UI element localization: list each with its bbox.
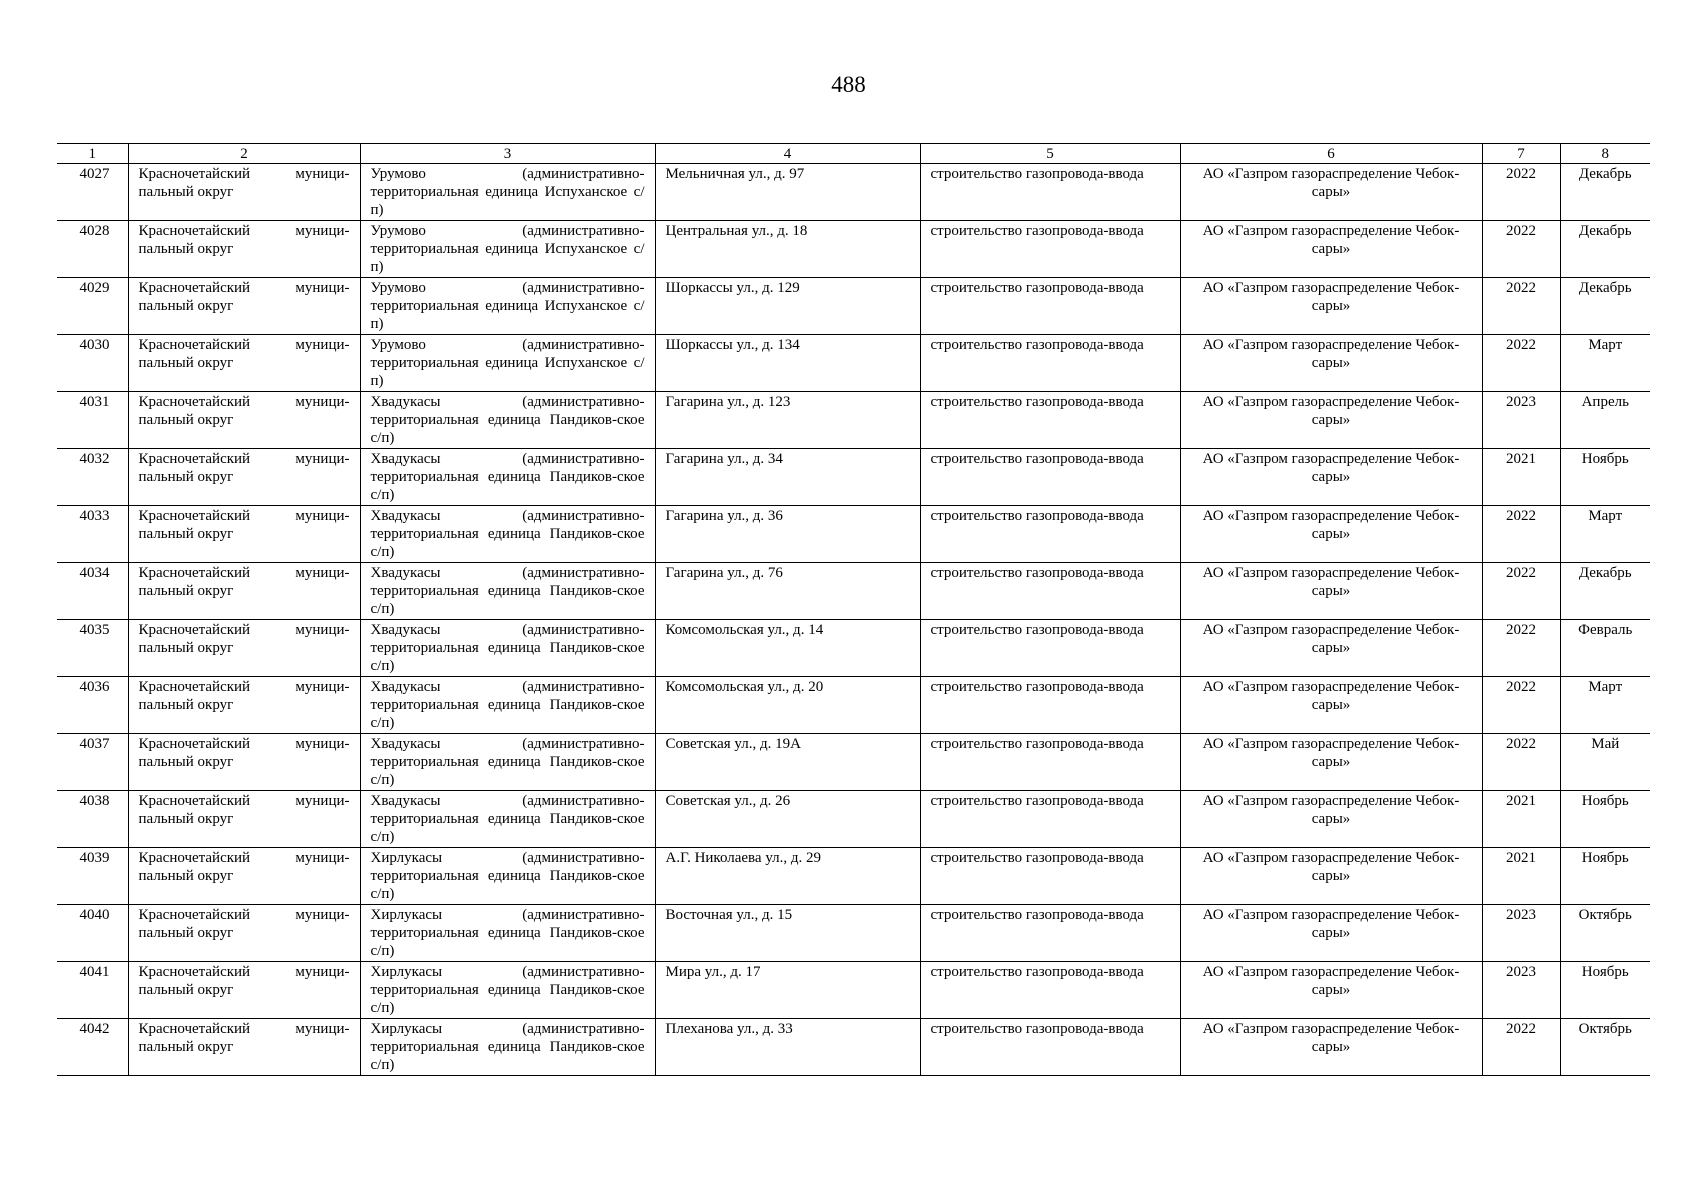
year-cell: 2022	[1482, 164, 1560, 221]
district-cell: Красночетайский муници-пальный округ	[128, 620, 360, 677]
district-cell: Красночетайский муници-пальный округ	[128, 278, 360, 335]
organization-cell: АО «Газпром газораспределение Чебок-сары»	[1180, 278, 1482, 335]
year-cell: 2022	[1482, 278, 1560, 335]
year-cell: 2023	[1482, 962, 1560, 1019]
district-cell: Красночетайский муници-пальный округ	[128, 848, 360, 905]
month-cell: Март	[1560, 335, 1650, 392]
organization-cell: АО «Газпром газораспределение Чебок-сары»	[1180, 449, 1482, 506]
row-number-cell: 4036	[57, 677, 128, 734]
locality-cell: Хирлукасы (административно-территориальная единица Пандиков-ское с/п)	[360, 848, 655, 905]
column-header-7: 7	[1482, 144, 1560, 164]
address-cell: Шоркассы ул., д. 129	[655, 278, 920, 335]
table-row	[57, 791, 1650, 848]
locality-cell: Хвадукасы (административно-территориальная единица Пандиков-ское с/п)	[360, 563, 655, 620]
work-type-cell: строительство газопровода-ввода	[920, 335, 1180, 392]
organization-cell: АО «Газпром газораспределение Чебок-сары»	[1180, 335, 1482, 392]
page-number: 488	[831, 72, 866, 97]
address-cell: А.Г. Николаева ул., д. 29	[655, 848, 920, 905]
district-cell: Красночетайский муници-пальный округ	[128, 392, 360, 449]
row-number-cell: 4035	[57, 620, 128, 677]
address-cell: Центральная ул., д. 18	[655, 221, 920, 278]
table-row	[57, 221, 1650, 278]
month-cell: Ноябрь	[1560, 848, 1650, 905]
address-cell: Плеханова ул., д. 33	[655, 1019, 920, 1076]
address-cell: Советская ул., д. 19А	[655, 734, 920, 791]
district-cell: Красночетайский муници-пальный округ	[128, 335, 360, 392]
month-cell: Ноябрь	[1560, 449, 1650, 506]
work-type-cell: строительство газопровода-ввода	[920, 164, 1180, 221]
row-number-cell: 4033	[57, 506, 128, 563]
address-cell: Мельничная ул., д. 97	[655, 164, 920, 221]
work-type-cell: строительство газопровода-ввода	[920, 449, 1180, 506]
year-cell: 2021	[1482, 848, 1560, 905]
month-cell: Февраль	[1560, 620, 1650, 677]
work-type-cell: строительство газопровода-ввода	[920, 848, 1180, 905]
table-row	[57, 449, 1650, 506]
address-cell: Советская ул., д. 26	[655, 791, 920, 848]
work-type-cell: строительство газопровода-ввода	[920, 506, 1180, 563]
district-cell: Красночетайский муници-пальный округ	[128, 563, 360, 620]
month-cell: Декабрь	[1560, 563, 1650, 620]
column-header-4: 4	[655, 144, 920, 164]
district-cell: Красночетайский муници-пальный округ	[128, 962, 360, 1019]
year-cell: 2022	[1482, 221, 1560, 278]
table-row	[57, 278, 1650, 335]
work-type-cell: строительство газопровода-ввода	[920, 791, 1180, 848]
locality-cell: Хвадукасы (административно-территориальная единица Пандиков-ское с/п)	[360, 677, 655, 734]
column-header-3: 3	[360, 144, 655, 164]
year-cell: 2022	[1482, 335, 1560, 392]
year-cell: 2022	[1482, 734, 1560, 791]
organization-cell: АО «Газпром газораспределение Чебок-сары»	[1180, 1019, 1482, 1076]
row-number-cell: 4032	[57, 449, 128, 506]
work-type-cell: строительство газопровода-ввода	[920, 1019, 1180, 1076]
month-cell: Март	[1560, 677, 1650, 734]
address-cell: Гагарина ул., д. 34	[655, 449, 920, 506]
column-header-8: 8	[1560, 144, 1650, 164]
district-cell: Красночетайский муници-пальный округ	[128, 791, 360, 848]
table-row	[57, 506, 1650, 563]
gas-pipeline-table	[57, 143, 1650, 1076]
district-cell: Красночетайский муници-пальный округ	[128, 734, 360, 791]
work-type-cell: строительство газопровода-ввода	[920, 221, 1180, 278]
locality-cell: Хирлукасы (административно-территориальная единица Пандиков-ское с/п)	[360, 962, 655, 1019]
column-header-5: 5	[920, 144, 1180, 164]
district-cell: Красночетайский муници-пальный округ	[128, 506, 360, 563]
work-type-cell: строительство газопровода-ввода	[920, 677, 1180, 734]
month-cell: Май	[1560, 734, 1650, 791]
month-cell: Декабрь	[1560, 164, 1650, 221]
address-cell: Комсомольская ул., д. 14	[655, 620, 920, 677]
row-number-cell: 4040	[57, 905, 128, 962]
row-number-cell: 4029	[57, 278, 128, 335]
work-type-cell: строительство газопровода-ввода	[920, 392, 1180, 449]
work-type-cell: строительство газопровода-ввода	[920, 563, 1180, 620]
locality-cell: Хвадукасы (административно-территориальная единица Пандиков-ское с/п)	[360, 449, 655, 506]
address-cell: Восточная ул., д. 15	[655, 905, 920, 962]
month-cell: Ноябрь	[1560, 962, 1650, 1019]
work-type-cell: строительство газопровода-ввода	[920, 278, 1180, 335]
month-cell: Октябрь	[1560, 905, 1650, 962]
locality-cell: Урумово (административно-территориальная единица Испуханское с/п)	[360, 278, 655, 335]
organization-cell: АО «Газпром газораспределение Чебок-сары»	[1180, 962, 1482, 1019]
work-type-cell: строительство газопровода-ввода	[920, 962, 1180, 1019]
column-header-1: 1	[57, 144, 128, 164]
year-cell: 2022	[1482, 563, 1560, 620]
locality-cell: Хвадукасы (административно-территориальная единица Пандиков-ское с/п)	[360, 506, 655, 563]
locality-cell: Хирлукасы (административно-территориальная единица Пандиков-ское с/п)	[360, 1019, 655, 1076]
row-number-cell: 4037	[57, 734, 128, 791]
year-cell: 2023	[1482, 905, 1560, 962]
work-type-cell: строительство газопровода-ввода	[920, 620, 1180, 677]
address-cell: Мира ул., д. 17	[655, 962, 920, 1019]
district-cell: Красночетайский муници-пальный округ	[128, 221, 360, 278]
table-row	[57, 563, 1650, 620]
address-cell: Гагарина ул., д. 36	[655, 506, 920, 563]
address-cell: Гагарина ул., д. 76	[655, 563, 920, 620]
row-number-cell: 4038	[57, 791, 128, 848]
year-cell: 2022	[1482, 677, 1560, 734]
month-cell: Март	[1560, 506, 1650, 563]
locality-cell: Хирлукасы (административно-территориальная единица Пандиков-ское с/п)	[360, 905, 655, 962]
row-number-cell: 4034	[57, 563, 128, 620]
district-cell: Красночетайский муници-пальный округ	[128, 449, 360, 506]
year-cell: 2021	[1482, 449, 1560, 506]
locality-cell: Хвадукасы (административно-территориальная единица Пандиков-ское с/п)	[360, 392, 655, 449]
table-row	[57, 1019, 1650, 1076]
row-number-cell: 4039	[57, 848, 128, 905]
row-number-cell: 4028	[57, 221, 128, 278]
locality-cell: Хвадукасы (административно-территориальная единица Пандиков-ское с/п)	[360, 734, 655, 791]
work-type-cell: строительство газопровода-ввода	[920, 734, 1180, 791]
column-header-2: 2	[128, 144, 360, 164]
address-cell: Шоркассы ул., д. 134	[655, 335, 920, 392]
address-cell: Комсомольская ул., д. 20	[655, 677, 920, 734]
organization-cell: АО «Газпром газораспределение Чебок-сары»	[1180, 677, 1482, 734]
district-cell: Красночетайский муници-пальный округ	[128, 905, 360, 962]
year-cell: 2022	[1482, 506, 1560, 563]
locality-cell: Урумово (административно-территориальная единица Испуханское с/п)	[360, 335, 655, 392]
organization-cell: АО «Газпром газораспределение Чебок-сары»	[1180, 563, 1482, 620]
row-number-cell: 4041	[57, 962, 128, 1019]
row-number-cell: 4030	[57, 335, 128, 392]
district-cell: Красночетайский муници-пальный округ	[128, 1019, 360, 1076]
locality-cell: Хвадукасы (административно-территориальная единица Пандиков-ское с/п)	[360, 791, 655, 848]
year-cell: 2022	[1482, 620, 1560, 677]
year-cell: 2021	[1482, 791, 1560, 848]
table-row	[57, 905, 1650, 962]
table-row	[57, 734, 1650, 791]
year-cell: 2022	[1482, 1019, 1560, 1076]
locality-cell: Урумово (административно-территориальная единица Испуханское с/п)	[360, 164, 655, 221]
locality-cell: Хвадукасы (административно-территориальная единица Пандиков-ское с/п)	[360, 620, 655, 677]
locality-cell: Урумово (административно-территориальная единица Испуханское с/п)	[360, 221, 655, 278]
table-row	[57, 677, 1650, 734]
district-cell: Красночетайский муници-пальный округ	[128, 164, 360, 221]
address-cell: Гагарина ул., д. 123	[655, 392, 920, 449]
table-body	[57, 164, 1650, 1076]
organization-cell: АО «Газпром газораспределение Чебок-сары»	[1180, 734, 1482, 791]
organization-cell: АО «Газпром газораспределение Чебок-сары»	[1180, 392, 1482, 449]
organization-cell: АО «Газпром газораспределение Чебок-сары»	[1180, 905, 1482, 962]
organization-cell: АО «Газпром газораспределение Чебок-сары»	[1180, 848, 1482, 905]
month-cell: Октябрь	[1560, 1019, 1650, 1076]
month-cell: Апрель	[1560, 392, 1650, 449]
organization-cell: АО «Газпром газораспределение Чебок-сары»	[1180, 164, 1482, 221]
month-cell: Ноябрь	[1560, 791, 1650, 848]
table-row	[57, 164, 1650, 221]
column-header-6: 6	[1180, 144, 1482, 164]
column-number-row	[57, 144, 1650, 164]
row-number-cell: 4042	[57, 1019, 128, 1076]
table-row	[57, 848, 1650, 905]
table-row	[57, 620, 1650, 677]
work-type-cell: строительство газопровода-ввода	[920, 905, 1180, 962]
district-cell: Красночетайский муници-пальный округ	[128, 677, 360, 734]
table-row	[57, 962, 1650, 1019]
organization-cell: АО «Газпром газораспределение Чебок-сары»	[1180, 221, 1482, 278]
row-number-cell: 4027	[57, 164, 128, 221]
table-row	[57, 392, 1650, 449]
row-number-cell: 4031	[57, 392, 128, 449]
month-cell: Декабрь	[1560, 278, 1650, 335]
organization-cell: АО «Газпром газораспределение Чебок-сары»	[1180, 791, 1482, 848]
organization-cell: АО «Газпром газораспределение Чебок-сары»	[1180, 620, 1482, 677]
month-cell: Декабрь	[1560, 221, 1650, 278]
table-row	[57, 335, 1650, 392]
year-cell: 2023	[1482, 392, 1560, 449]
organization-cell: АО «Газпром газораспределение Чебок-сары»	[1180, 506, 1482, 563]
